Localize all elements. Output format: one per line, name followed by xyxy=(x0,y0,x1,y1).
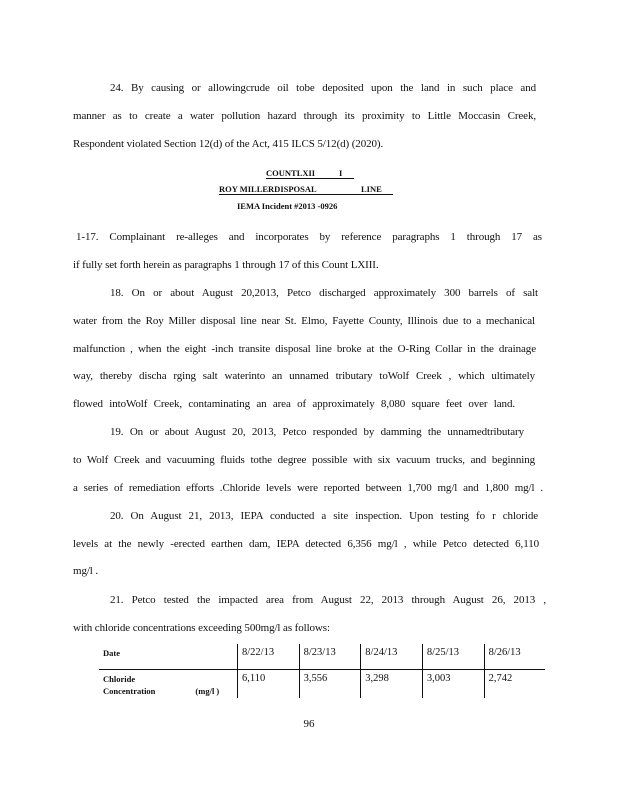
paragraph-20-line-1: 20. On August 21, 2013, IEPA conducted a site inspection. Upon testing fo r chloride xyxy=(110,510,538,522)
table-date-cell: 8/26/13 xyxy=(484,644,545,670)
paragraph-19-line-1: 19. On or about August 20, 2013, Petco responded by damming the unnamedtributary xyxy=(110,426,524,438)
paragraph-18-line-2: water from the Roy Miller disposal line near St. Elmo, Fayette County, Illinois due to a mechanical xyxy=(73,315,535,327)
table-value-cell: 6,110 xyxy=(238,670,300,699)
paragraph-18-line-1: 18. On or about August 20,2013, Petco discharged approximately 300 barrels of salt xyxy=(110,287,538,299)
paragraph-21-line-1: 21. Petco tested the impacted area from August 22, 2013 through August 26, 2013 , xyxy=(110,594,546,606)
table-row-dates xyxy=(99,644,545,670)
count-heading-subtitle-text: ROY MILLERDISPOSAL xyxy=(219,184,317,194)
paragraph-1-17-line-1: 1-17. Complainant re-alleges and incorporates by reference paragraphs 1 through 17 as xyxy=(76,231,542,243)
count-heading-title-num: I xyxy=(339,168,343,178)
table-row-chloride xyxy=(99,670,545,699)
paragraph-18-line-5: flowed intoWolf Creek, contaminating an area of approximately 8,080 square feet over land. xyxy=(73,398,515,410)
table-value-cell: 3,556 xyxy=(299,670,361,699)
count-heading-subtitle xyxy=(219,184,393,195)
paragraph-21-line-2: with chloride concentrations exceeding 500mg/l as follows: xyxy=(73,622,330,634)
paragraph-1-17-line-2: if fully set forth herein as paragraphs 1 through 17 of this Count LXIII. xyxy=(73,259,379,271)
row-label-line-1: Chloride xyxy=(103,674,136,684)
table-date-cell: 8/23/13 xyxy=(299,644,361,670)
page-number: 96 xyxy=(303,718,315,730)
count-heading-subtitle-right: LINE xyxy=(361,184,382,194)
table-date-cell: 8/24/13 xyxy=(361,644,423,670)
row-label-unit: (mg/l ) xyxy=(195,686,220,696)
row-label-line-2: Concentration (mg/l ) xyxy=(103,686,220,696)
paragraph-19-line-2: to Wolf Creek and vacuuming fluids tothe degree possible with six vacuum trucks, and beginning xyxy=(73,454,535,466)
paragraph-20-line-3: mg/l . xyxy=(73,565,99,577)
table-value-cell: 2,742 xyxy=(488,673,513,684)
count-heading-title xyxy=(266,168,354,179)
table-value-cell: 3,003 xyxy=(422,670,484,699)
table-value-cell: 3,298 xyxy=(361,670,423,699)
paragraph-18-line-4: way, thereby discha rging salt waterinto an unnamed tributary toWolf Creek , which ultimately xyxy=(73,370,535,382)
paragraph-24-line-2: manner as to create a water pollution hazard through its proximity to Little Moccasin Creek, xyxy=(73,110,536,122)
table-date-cell: 8/22/13 xyxy=(238,644,300,670)
paragraph-24-line-3: Respondent violated Section 12(d) of the Act, 415 ILCS 5/12(d) (2020). xyxy=(73,138,384,150)
count-heading-incident: IEMA Incident #2013 -0926 xyxy=(237,201,338,211)
paragraph-19-line-3: a series of remediation efforts .Chloride levels were reported between 1,700 mg/l and 1,800 mg/l . xyxy=(73,482,543,494)
paragraph-24-line-1: 24. By causing or allowingcrude oil tobe deposited upon the land in such place and xyxy=(110,82,536,94)
table-date-cell: 8/25/13 xyxy=(422,644,484,670)
paragraph-20-line-2: levels at the newly -erected earthen dam, IEPA detected 6,356 mg/l , while Petco detected 6,110 xyxy=(73,538,539,550)
paragraph-18-line-3: malfunction , when the eight -inch transite disposal line broke at the O-Ring Collar in the drainage xyxy=(73,343,536,355)
chloride-table xyxy=(99,644,545,698)
count-heading-title-text: COUNTLXII xyxy=(266,168,316,178)
table-row-label xyxy=(99,670,238,699)
table-header-label: Date xyxy=(99,644,238,670)
